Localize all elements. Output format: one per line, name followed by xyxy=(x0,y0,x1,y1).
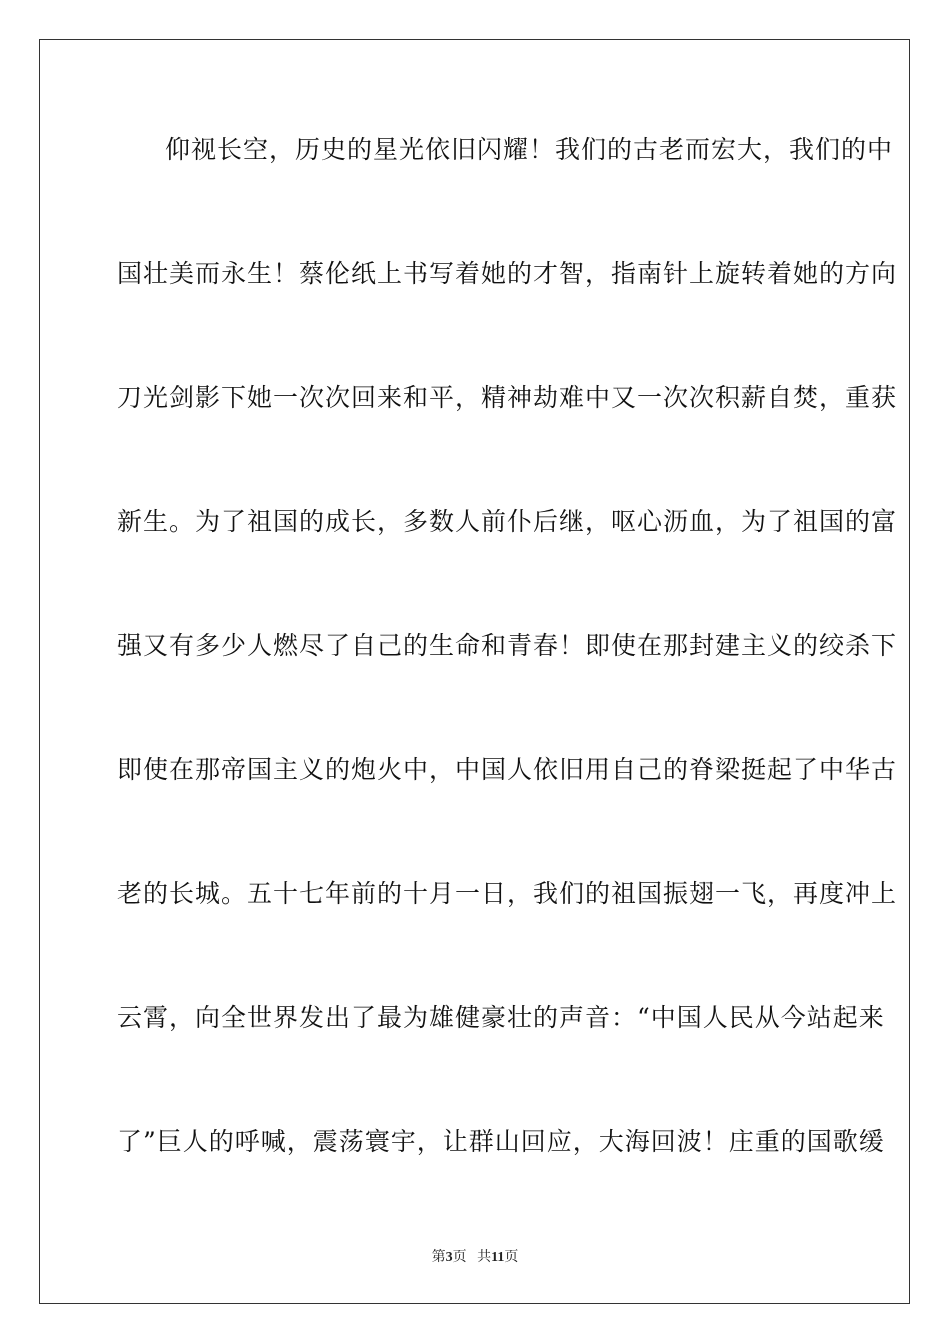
total-pages: 11 xyxy=(491,1250,505,1265)
page-prefix: 第 xyxy=(431,1250,446,1265)
text-line: 刀光剑影下她一次次回来和平，精神劫难中又一次次积薪自焚，重获 xyxy=(117,383,898,412)
page-suffix: 页 xyxy=(452,1250,467,1265)
text-line: 了”巨人的呼喊，震荡寰宇，让群山回应，大海回波！庄重的国歌缓 xyxy=(117,1127,885,1156)
page-footer xyxy=(0,1246,950,1266)
text-line: 即使在那帝国主义的炮火中，中国人依旧用自己的脊梁挺起了中华古 xyxy=(117,755,898,784)
total-prefix: 共 xyxy=(477,1250,492,1265)
text-line: 仰视长空，历史的星光依旧闪耀！我们的古老而宏大，我们的中 xyxy=(165,135,894,164)
text-line: 云霄，向全世界发出了最为雄健豪壮的声音：“中国人民从今站起来 xyxy=(117,1003,885,1032)
total-suffix: 页 xyxy=(504,1250,519,1265)
text-line: 强又有多少人燃尽了自己的生命和青春！即使在那封建主义的绞杀下 xyxy=(117,631,898,660)
text-line: 新生。为了祖国的成长，多数人前仆后继，呕心沥血，为了祖国的富 xyxy=(117,507,898,536)
text-line: 老的长城。五十七年前的十月一日，我们的祖国振翅一飞，再度冲上 xyxy=(117,879,898,908)
text-line: 国壮美而永生！蔡伦纸上书写着她的才智，指南针上旋转着她的方向 xyxy=(117,259,898,288)
body-text xyxy=(117,124,898,1240)
page-number: 3 xyxy=(445,1250,453,1265)
